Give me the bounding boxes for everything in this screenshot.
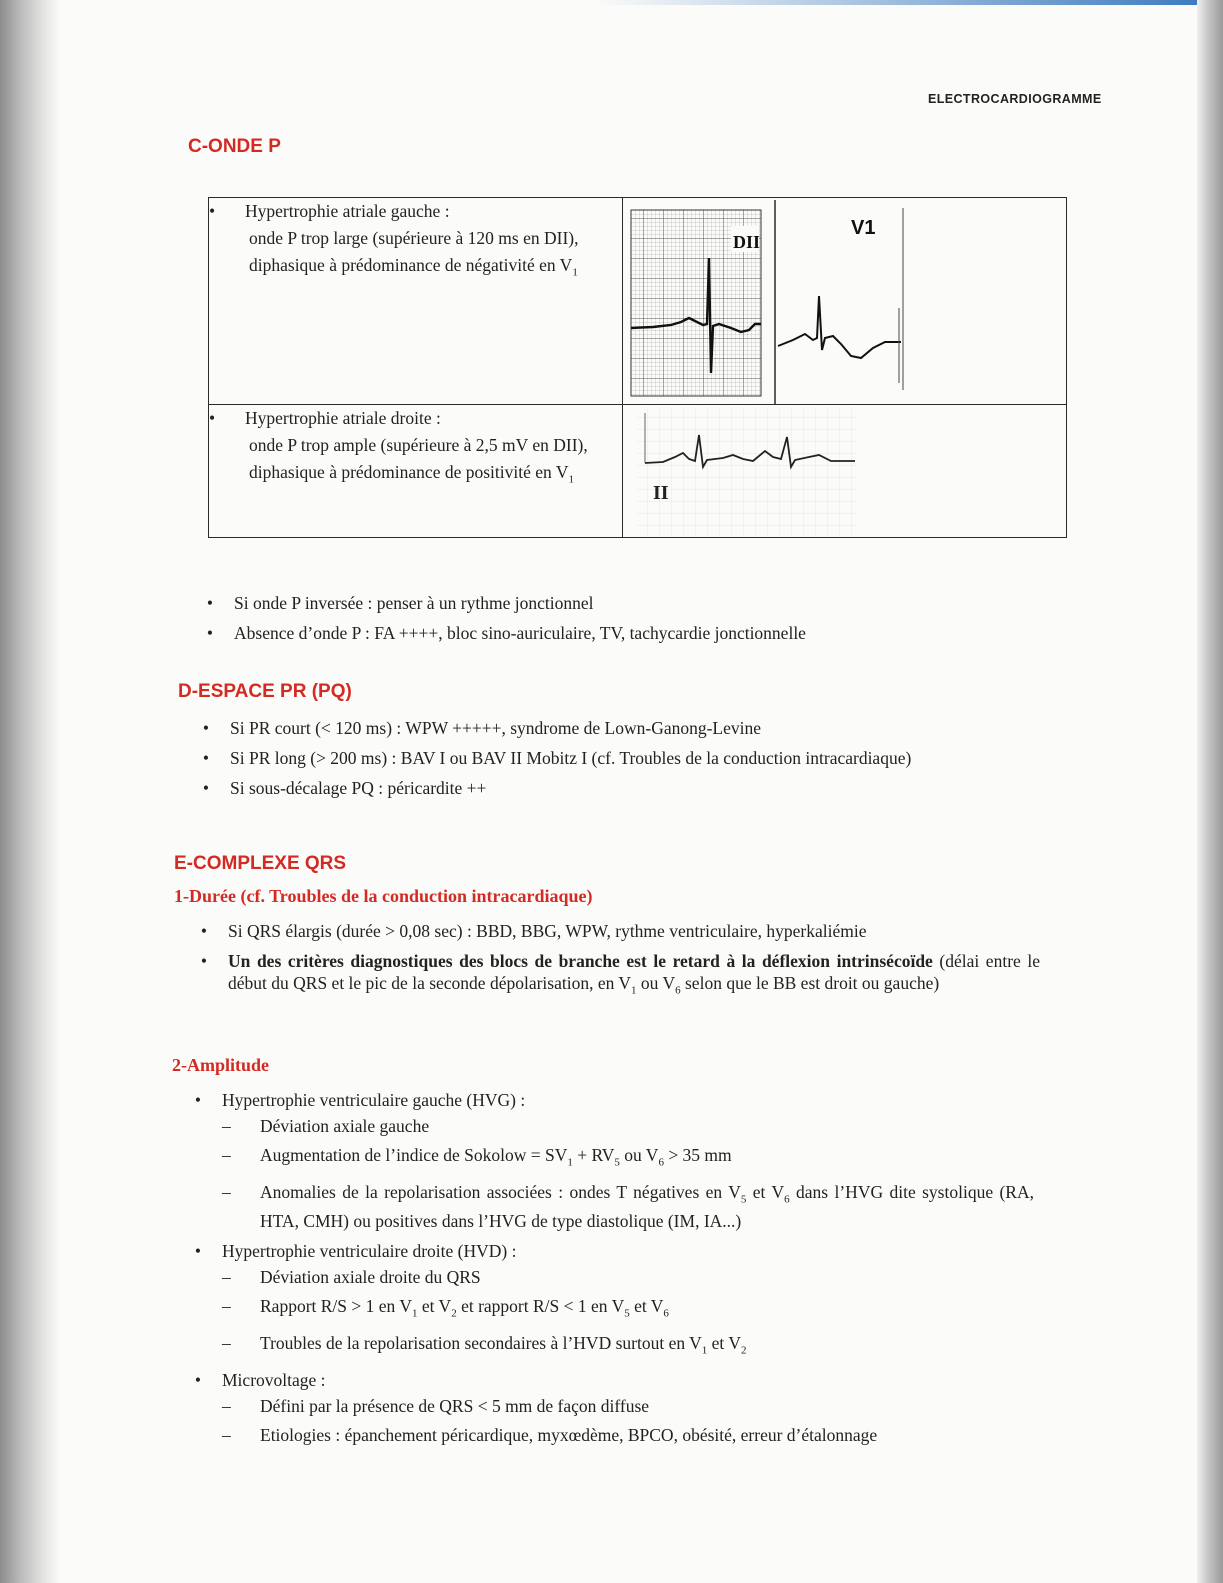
row-description: onde P trop ample (supérieure à 2,5 mV en DII), diphasique à prédominance de positivité en $V_1$: [249, 435, 588, 486]
running-header: ELECTROCARDIOGRAMME: [928, 92, 1102, 106]
list-item: • Absence d’onde P : FA ++++, bloc sino-auriculaire, TV, tachycardie jonctionnelle: [206, 623, 806, 643]
table-cell-figure: [623, 198, 1067, 405]
table-cell-figure: [623, 405, 1067, 538]
list-item: • Si sous-décalage PQ : péricardite ++: [202, 778, 487, 798]
onde-p-bullets: [200, 592, 960, 652]
list-item: – Déviation axiale droite du QRS: [222, 1267, 481, 1287]
section-title-complexe-qrs: E-COMPLEXE QRS: [174, 853, 347, 874]
table-cell-text: • Hypertrophie atriale droite : onde P trop ample (supérieure à 2,5 mV en DII), diphasique à prédominance de positivité en $V_1$: [209, 405, 623, 538]
list-item: – Défini par la présence de QRS < 5 mm de façon diffuse: [222, 1396, 650, 1416]
subsection-title-duree: 1-Durée (cf. Troubles de la conduction intracardiaque): [174, 886, 593, 906]
list-item-hvd: • Hypertrophie ventriculaire droite (HVD) : – Déviation axiale droite du QRS – Rapport R/S > 1 en $V_1$ et $V_2$ et rapport R/S < 1 en $V_5$ et $V_6$ – Troubles de la repolarisation secondaires à l’HVD surtout en $V_1$ et $V_2$: [188, 1240, 1034, 1361]
list-item: • Si PR long (> 200 ms) : BAV I ou BAV II Mobitz I (cf. Troubles de la conduction intracardiaque): [202, 748, 912, 768]
page-shadow-right: [1197, 0, 1223, 1583]
row-label: Hypertrophie atriale droite :: [245, 408, 441, 428]
hvd-sublist: [222, 1266, 1034, 1361]
qrs-amplitude-bullets: [188, 1089, 1034, 1454]
list-item: • Si PR court (< 120 ms) : WPW +++++, syndrome de Lown-Ganong-Levine: [202, 718, 762, 738]
onde-p-table: [208, 197, 1067, 538]
list-item: – Augmentation de l’indice de Sokolow = $SV_1 + RV_5$ ou $V_6 > 35$ mm: [222, 1145, 732, 1169]
list-item-microvoltage: • Microvoltage : – Défini par la présence de QRS < 5 mm de façon diffuse – Etiologies : épanchement péricardique, myxœdème, BPCO, obésité, erreur d’étalonnage: [188, 1369, 1034, 1446]
lead-label-dii: DII: [733, 232, 761, 252]
table-row: [209, 405, 1067, 538]
row-label: Hypertrophie atriale gauche :: [245, 201, 450, 221]
list-item: – Anomalies de la repolarisation associées : ondes T négatives en $V_5$ et $V_6$ dans l’HVG dite systolique (RA, HTA, CMH) ou positives dans l’HVG de type diastolique (IM, IA...): [222, 1181, 1034, 1231]
list-item: • Si onde P inversée : penser à un rythme jonctionnel: [206, 593, 594, 613]
ecg-figure-left-atrial: [623, 198, 1066, 404]
table-cell-text: • Hypertrophie atriale gauche : onde P trop large (supérieure à 120 ms en DII), diphasique à prédominance de négativité en $V_1$: [209, 198, 623, 405]
ecg-figure-right-atrial: [623, 405, 1066, 537]
subsection-title-amplitude: 2-Amplitude: [172, 1055, 270, 1075]
lead-label-v1: V1: [851, 217, 876, 239]
row-description: onde P trop large (supérieure à 120 ms en DII), diphasique à prédominance de négativité en $V_1$: [249, 228, 579, 279]
list-item: – Rapport R/S > 1 en $V_1$ et $V_2$ et rapport R/S < 1 en $V_5$ et $V_6$: [222, 1296, 669, 1320]
list-item: – Etiologies : épanchement péricardique, myxœdème, BPCO, obésité, erreur d’étalonnage: [222, 1425, 878, 1445]
hvg-sublist: [222, 1115, 1034, 1232]
page-shadow-left: [0, 0, 60, 1583]
section-title-onde-p: C-ONDE P: [188, 136, 281, 157]
lead-label-ii: II: [653, 482, 669, 504]
section-title-espace-pr: D-ESPACE PR (PQ): [178, 681, 352, 702]
espace-pr-bullets: [196, 717, 1042, 807]
list-item: – Déviation axiale gauche: [222, 1116, 430, 1136]
qrs-duree-bullets: [194, 920, 1040, 1010]
page-edge-top: [597, 0, 1197, 5]
table-row: [209, 198, 1067, 405]
list-item: • Un des critères diagnostiques des blocs de branche est le retard à la déflexion intrinsécoïde (délai entre le début du QRS et le pic de la seconde dépolarisation, en $V_1$ ou $V_6$ selon que le BB est droit ou gauche): [200, 951, 1040, 997]
list-item: – Troubles de la repolarisation secondaires à l’HVD surtout en $V_1$ et $V_2$: [222, 1332, 747, 1356]
microvoltage-sublist: [222, 1395, 1034, 1446]
list-item-hvg: • Hypertrophie ventriculaire gauche (HVG) : – Déviation axiale gauche – Augmentation de l’indice de Sokolow = $SV_1 + RV_5$ ou $V_6 > 35$ mm – Anomalies de la repolarisation associées : ondes T négatives en $V_5$ et $V_6$ dans l’HVG dite systolique (RA, HTA, CMH) ou positives dans l’HVG de type diastolique (IM, IA...): [194, 1090, 1034, 1231]
list-item: • Si QRS élargis (durée > 0,08 sec) : BBD, BBG, WPW, rythme ventriculaire, hyperkaliémie: [200, 921, 867, 941]
